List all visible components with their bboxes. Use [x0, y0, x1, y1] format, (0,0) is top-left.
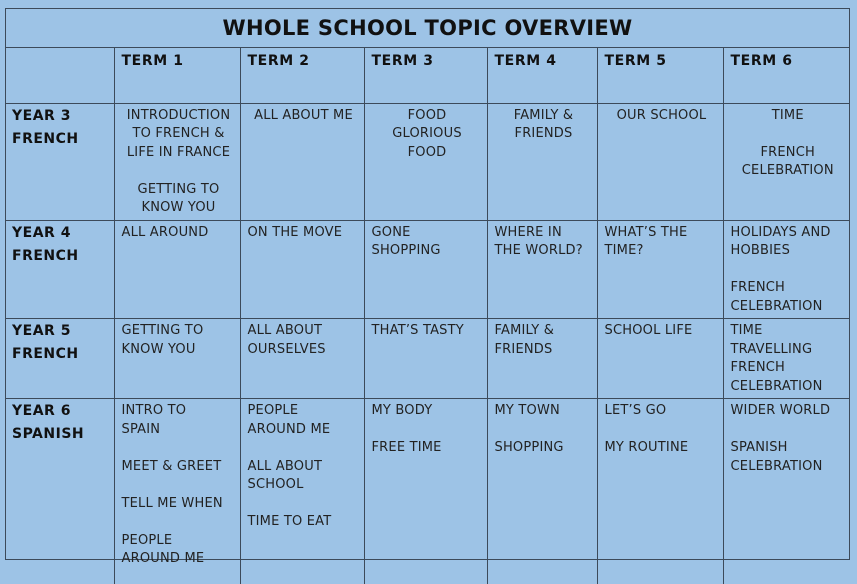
topic-line: HOLIDAYS AND — [730, 224, 831, 240]
topic-cell — [487, 220, 597, 319]
topic-cell — [597, 220, 723, 319]
year-label — [6, 399, 114, 584]
topic-line: LIFE IN FRANCE — [126, 144, 231, 160]
topic-line: SCHOOL — [247, 477, 304, 492]
year-label — [6, 103, 114, 220]
topic-line: SPANISH — [730, 440, 788, 455]
topic-line: MEET & GREET — [121, 458, 222, 474]
topic-line: PEOPLE — [121, 532, 173, 548]
topic-line — [605, 421, 719, 440]
topic-line — [248, 439, 360, 458]
topic-cell — [240, 220, 364, 319]
topic-line: AROUND ME — [121, 551, 205, 566]
topic-line: LET’S GO — [604, 403, 667, 418]
topic-line: CELEBRATION — [730, 378, 823, 394]
topic-cell — [597, 319, 723, 399]
topic-cell — [240, 103, 364, 220]
topic-line: GLORIOUS — [392, 126, 462, 141]
topic-line: AROUND ME — [247, 421, 331, 437]
topic-cell — [597, 103, 723, 220]
year-label-line: YEAR 5 — [12, 323, 71, 339]
topic-line: TIME — [730, 323, 763, 338]
topic-line: TO FRENCH & — [132, 126, 225, 141]
topic-cell — [487, 399, 597, 584]
topic-line — [731, 125, 846, 144]
topic-line: WHAT’S THE — [604, 224, 688, 240]
topic-line: WHERE IN — [494, 224, 562, 240]
term-header: TERM 2 — [240, 48, 364, 103]
topic-line: TRAVELLING — [730, 341, 813, 357]
topic-line — [122, 439, 236, 458]
topic-line: SPAIN — [121, 421, 161, 437]
topic-line: GETTING TO — [137, 181, 220, 197]
topic-cell — [723, 399, 849, 584]
topic-line — [372, 421, 483, 440]
topic-cell — [240, 399, 364, 584]
topic-line: SHOPPING — [494, 440, 564, 455]
table-row — [6, 220, 849, 319]
topic-line: FRIENDS — [514, 126, 573, 141]
topic-line: GONE — [371, 224, 411, 240]
topic-cell — [597, 399, 723, 584]
topic-line: THAT’S TASTY — [371, 323, 464, 338]
topic-line: INTRO TO — [121, 403, 187, 418]
topic-line: FOOD — [407, 144, 447, 160]
topic-line: FRIENDS — [494, 341, 553, 357]
topic-line: KNOW YOU — [121, 341, 196, 357]
topic-line: ALL AROUND — [121, 224, 209, 240]
year-label-line: FRENCH — [12, 247, 79, 264]
topic-line — [731, 261, 846, 280]
corner-cell — [6, 48, 114, 103]
topic-line: ALL ABOUT — [247, 458, 323, 474]
topic-line: WIDER WORLD — [730, 403, 831, 418]
topic-line: FAMILY & — [494, 323, 555, 338]
topic-line: FREE TIME — [371, 440, 442, 455]
topic-cell — [114, 220, 240, 319]
topic-cell — [364, 103, 487, 220]
topic-line: CELEBRATION — [741, 163, 834, 178]
topic-cell — [240, 319, 364, 399]
topic-line: TELL ME WHEN — [121, 495, 223, 511]
topic-line: HOBBIES — [730, 243, 791, 258]
topic-line: TIME — [771, 107, 804, 123]
topic-line: TIME? — [604, 243, 644, 258]
topic-line — [122, 513, 236, 532]
year-label-line: YEAR 3 — [12, 107, 71, 124]
term-header: TERM 6 — [723, 48, 849, 103]
year-label-line: YEAR 6 — [12, 403, 71, 419]
term-header: TERM 3 — [364, 48, 487, 103]
topic-line: TIME TO EAT — [247, 514, 332, 529]
topic-line: ALL ABOUT ME — [254, 107, 353, 123]
topic-line: GETTING TO — [121, 323, 204, 338]
topic-line: THE WORLD? — [494, 243, 583, 258]
topic-line — [495, 421, 593, 440]
topic-cell — [364, 399, 487, 584]
topic-line: PEOPLE — [247, 403, 299, 418]
topic-line: OUR SCHOOL — [616, 107, 707, 123]
topic-cell — [114, 319, 240, 399]
topic-line: CELEBRATION — [730, 298, 823, 314]
topic-line: CELEBRATION — [730, 458, 823, 474]
term-header: TERM 4 — [487, 48, 597, 103]
table-row — [6, 319, 849, 399]
topic-line — [122, 476, 236, 495]
topic-cell — [723, 220, 849, 319]
year-label-line: YEAR 4 — [12, 224, 71, 241]
topic-line — [248, 495, 360, 514]
topic-line: SCHOOL LIFE — [604, 323, 693, 338]
topic-cell — [364, 220, 487, 319]
topic-cell — [487, 103, 597, 220]
table-row — [6, 103, 849, 220]
topic-line — [122, 162, 236, 181]
topic-cell — [114, 399, 240, 584]
topic-line: ON THE MOVE — [247, 224, 343, 240]
year-label — [6, 220, 114, 319]
topic-line: OURSELVES — [247, 341, 326, 357]
topic-line: INTRODUCTION — [126, 107, 231, 123]
topic-grid — [6, 48, 849, 584]
topic-line: FAMILY & — [513, 107, 574, 123]
topic-cell — [487, 319, 597, 399]
topic-cell — [114, 103, 240, 220]
topic-line: ALL ABOUT — [247, 323, 323, 338]
topic-cell — [364, 319, 487, 399]
topic-line: MY BODY — [371, 403, 433, 418]
year-label-line: FRENCH — [12, 130, 79, 147]
topic-line — [731, 421, 846, 440]
topic-cell — [723, 103, 849, 220]
page-title: WHOLE SCHOOL TOPIC OVERVIEW — [6, 9, 849, 48]
year-label-line: SPANISH — [12, 426, 85, 442]
topic-cell — [723, 319, 849, 399]
topic-line: FRENCH — [760, 144, 815, 160]
header-row — [6, 48, 849, 103]
term-header: TERM 1 — [114, 48, 240, 103]
table-row — [6, 399, 849, 584]
topic-line: FOOD — [407, 107, 447, 123]
topic-line: KNOW YOU — [141, 200, 216, 215]
topic-line: SHOPPING — [371, 243, 441, 258]
year-label-line: FRENCH — [12, 346, 79, 362]
topic-line: MY TOWN — [494, 403, 560, 418]
topic-line: FRENCH — [730, 280, 786, 295]
topic-overview-table — [5, 8, 850, 566]
term-header: TERM 5 — [597, 48, 723, 103]
year-label — [6, 319, 114, 399]
topic-line: MY ROUTINE — [604, 440, 689, 455]
topic-line: FRENCH — [730, 360, 786, 375]
